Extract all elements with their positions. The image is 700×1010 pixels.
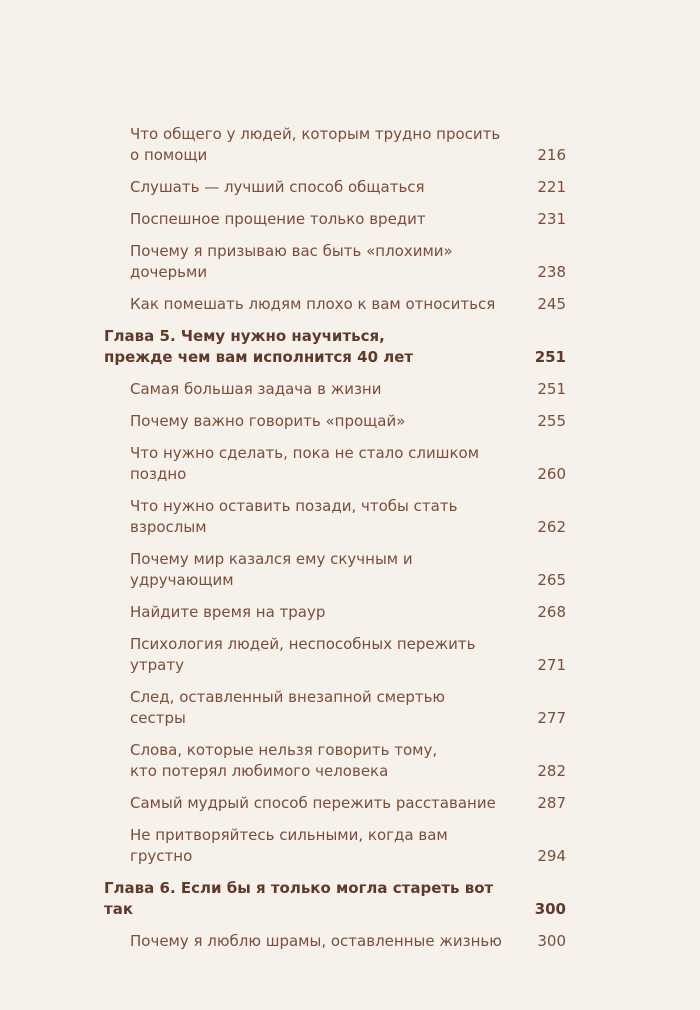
toc-entry-title: Что нужно сделать, пока не стало слишком поздно: [130, 444, 480, 483]
toc-section-entry: [104, 602, 566, 623]
toc-entry-page-number: 221: [537, 178, 566, 196]
toc-section-entry: [104, 931, 566, 952]
toc-entry-page-number: 271: [537, 656, 566, 674]
toc-section-entry: [104, 443, 566, 485]
toc-entry-page-number: 300: [537, 932, 566, 950]
toc-entry-title: Почему мир казался ему скучным и удручающим: [130, 550, 413, 589]
toc-entry-page-number: 231: [537, 210, 566, 228]
toc-section-entry: [104, 241, 566, 283]
toc-entry-title: Не притворяйтесь сильными, когда вам грустно: [130, 826, 448, 865]
toc-entry-page-number: 282: [537, 762, 566, 780]
toc-entry-page-number: 265: [537, 571, 566, 589]
toc-entry-title: Самая большая задача в жизни: [130, 380, 382, 398]
toc-section-entry: [104, 740, 566, 782]
toc-entry-page-number: 255: [537, 412, 566, 430]
toc-section-entry: [104, 687, 566, 729]
toc-entry-page-number: 251: [534, 348, 566, 366]
toc-entry-page-number: 277: [537, 709, 566, 727]
toc-entry-page-number: 287: [537, 794, 566, 812]
toc-chapter-entry: [104, 878, 566, 920]
toc-section-entry: [104, 209, 566, 230]
toc-entry-title: Глава 6. Если бы я только могла стареть вот так: [104, 879, 494, 918]
toc-entry-title: Что общего у людей, которым трудно просить о помощи: [130, 125, 501, 164]
toc-section-entry: [104, 124, 566, 166]
toc-entry-title: Почему я люблю шрамы, оставленные жизнью: [130, 932, 502, 950]
toc-section-entry: [104, 294, 566, 315]
toc-entry-title: Слова, которые нельзя говорить тому, кто потерял любимого человека: [130, 741, 438, 780]
toc-section-entry: [104, 379, 566, 400]
toc-entry-page-number: 300: [534, 900, 566, 918]
toc-section-entry: [104, 549, 566, 591]
toc-section-entry: [104, 177, 566, 198]
toc-entry-page-number: 216: [537, 146, 566, 164]
toc-section-entry: [104, 496, 566, 538]
toc-entry-title: Поспешное прощение только вредит: [130, 210, 426, 228]
toc-section-entry: [104, 411, 566, 432]
table-of-contents: [104, 124, 566, 963]
toc-entry-page-number: 262: [537, 518, 566, 536]
toc-section-entry: [104, 793, 566, 814]
toc-entry-title: Найдите время на траур: [130, 603, 326, 621]
toc-entry-title: Как помешать людям плохо к вам относиться: [130, 295, 496, 313]
toc-entry-page-number: 294: [537, 847, 566, 865]
toc-entry-title: Психология людей, неспособных пережить утрату: [130, 635, 476, 674]
toc-section-entry: [104, 634, 566, 676]
toc-entry-title: Самый мудрый способ пережить расставание: [130, 794, 496, 812]
toc-entry-page-number: 238: [537, 263, 566, 281]
toc-chapter-entry: [104, 326, 566, 368]
toc-entry-page-number: 268: [537, 603, 566, 621]
toc-section-entry: [104, 825, 566, 867]
toc-entry-page-number: 260: [537, 465, 566, 483]
toc-entry-title: Почему важно говорить «прощай»: [130, 412, 406, 430]
toc-entry-title: Что нужно оставить позади, чтобы стать взрослым: [130, 497, 458, 536]
toc-entry-title: Глава 5. Чему нужно научиться, прежде чем вам исполнится 40 лет: [104, 327, 414, 366]
toc-entry-title: Слушать — лучший способ общаться: [130, 178, 425, 196]
toc-entry-title: Почему я призываю вас быть «плохими» дочерьми: [130, 242, 453, 281]
toc-entry-page-number: 251: [537, 380, 566, 398]
toc-entry-title: След, оставленный внезапной смертью сестры: [130, 688, 446, 727]
toc-entry-page-number: 245: [537, 295, 566, 313]
